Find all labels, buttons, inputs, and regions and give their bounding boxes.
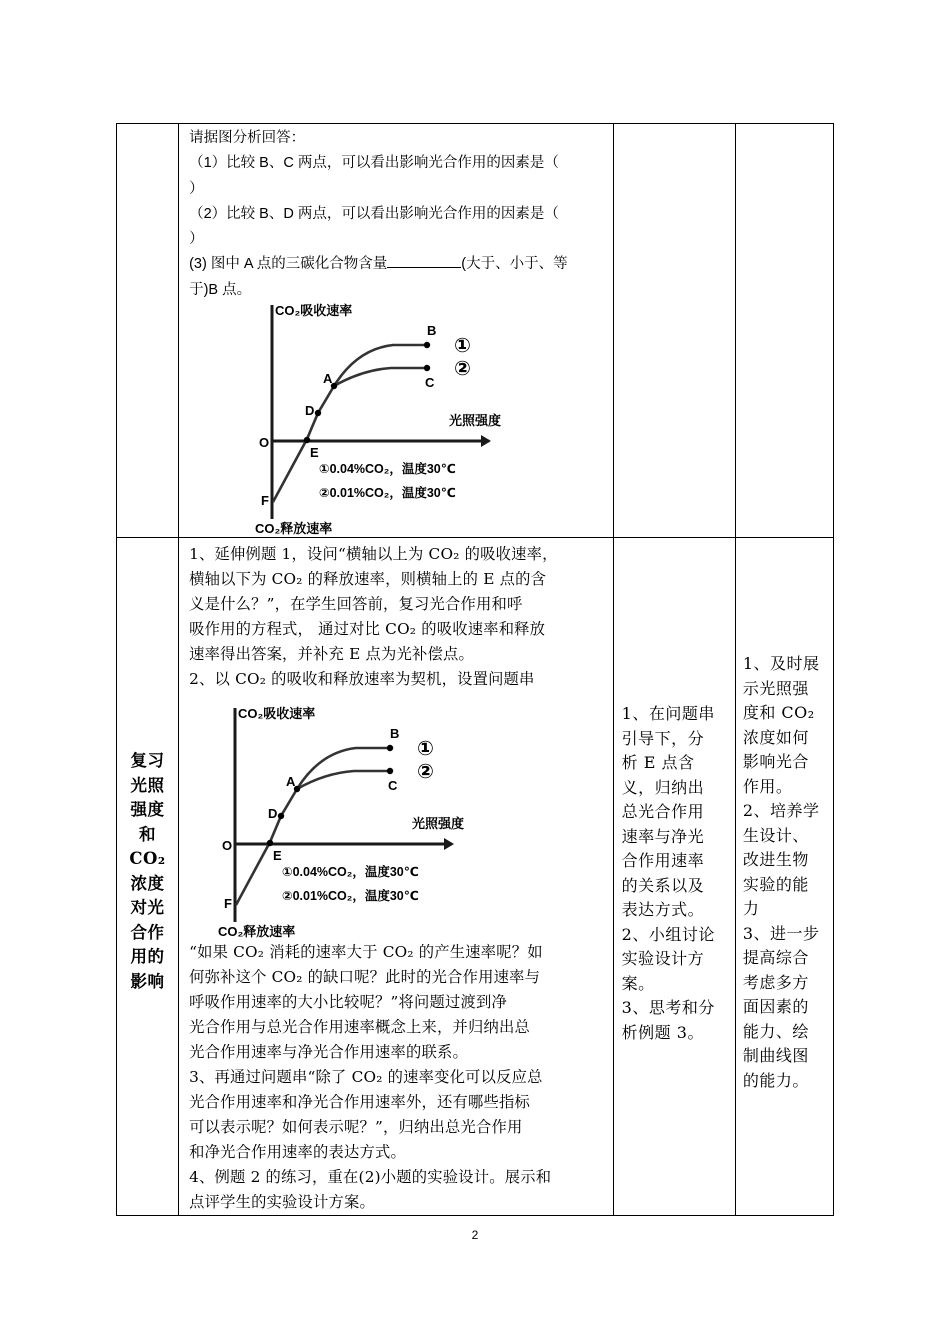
text-line: 面因素的 bbox=[742, 997, 809, 1017]
text-line: 总光合作用 bbox=[621, 802, 705, 822]
topic-line: 影响 bbox=[130, 971, 165, 991]
topic-cell bbox=[117, 538, 179, 1216]
activity-cell bbox=[179, 538, 614, 1216]
text-line: 1、及时展 bbox=[742, 654, 820, 674]
text-line: 实验的能 bbox=[742, 874, 809, 894]
y-axis-top-label: CO₂吸收速率 bbox=[275, 303, 353, 319]
question-text bbox=[179, 124, 613, 303]
text-line: 的能力。 bbox=[742, 1070, 809, 1090]
text-line: 1、延伸例题 1，设问“横轴以上为 CO₂ 的吸收速率， bbox=[189, 545, 558, 564]
text-line: 作用。 bbox=[742, 776, 793, 796]
topic-line: 强度 bbox=[130, 800, 165, 820]
curve-2-marker: ② bbox=[417, 761, 435, 784]
topic-line: 和 bbox=[139, 824, 157, 844]
text-line: 何弥补这个 CO₂ 的缺口呢？此时的光合作用速率与 bbox=[189, 968, 541, 987]
text-line: 光合作用速率与净光合作用速率的联系。 bbox=[189, 1043, 469, 1062]
legend-2: ②0.01%CO₂，温度30℃ bbox=[319, 486, 456, 501]
activity-text-1 bbox=[179, 538, 613, 692]
label-b: B bbox=[427, 323, 437, 339]
text-line: 制曲线图 bbox=[742, 1046, 809, 1066]
text-line: 义，归纳出 bbox=[621, 777, 705, 797]
text-line: 速率与净光 bbox=[621, 826, 705, 846]
y-axis-bottom-label: CO₂释放速率 bbox=[255, 521, 333, 537]
text-line: 4、例题 2 的练习，重在(2)小题的实验设计。展示和 bbox=[189, 1168, 552, 1187]
intro-line: 请据图分析回答： bbox=[189, 130, 306, 146]
text-line: 1、在问题串 bbox=[621, 704, 715, 724]
point-d bbox=[278, 813, 284, 819]
curve-2 bbox=[297, 771, 390, 789]
point-e bbox=[267, 840, 273, 846]
x-axis-label: 光照强度 bbox=[449, 413, 502, 429]
text-line: 可以表示呢？如何表示呢？”，归纳出总光合作用 bbox=[189, 1118, 523, 1137]
activity-text-2 bbox=[179, 940, 613, 1215]
page-number: 2 bbox=[471, 1228, 479, 1242]
student-activity-cell bbox=[613, 538, 735, 1216]
text-line: 光合作用速率和净光合作用速率外，还有哪些指标 bbox=[189, 1093, 531, 1112]
text-line: 示光照强 bbox=[742, 678, 809, 698]
text-line: 义是什么？”，在学生回答前，复习光合作用和呼 bbox=[189, 595, 523, 614]
point-b bbox=[424, 342, 430, 348]
curve-1-marker: ① bbox=[454, 335, 472, 358]
label-f: F bbox=[261, 493, 270, 509]
text-line: 能力、绘 bbox=[742, 1021, 809, 1041]
legend-2: ②0.01%CO₂，温度30℃ bbox=[282, 889, 419, 904]
text-line: 考虑多方 bbox=[742, 972, 809, 992]
point-c bbox=[424, 365, 430, 371]
text-line: 析 E 点含 bbox=[621, 753, 695, 773]
text-line: 度和 CO₂ bbox=[742, 703, 815, 723]
topic-line: 用的 bbox=[130, 947, 165, 967]
text-line: 3、进一步 bbox=[742, 923, 820, 943]
text-line: 改进生物 bbox=[742, 850, 809, 870]
photosynthesis-graph-2 bbox=[179, 700, 609, 940]
point-c bbox=[387, 768, 393, 774]
text-line: 和净光合作用速率的表达方式。 bbox=[189, 1143, 407, 1162]
graph-2-content bbox=[218, 706, 464, 939]
legend-1: ①0.04%CO₂，温度30℃ bbox=[282, 865, 419, 880]
text-line: 横轴以下为 CO₂ 的释放速率，则横轴上的 E 点的含 bbox=[189, 570, 547, 589]
y-axis-bottom-label: CO₂释放速率 bbox=[218, 924, 296, 940]
label-c: C bbox=[388, 778, 398, 794]
legend-1: ①0.04%CO₂，温度30℃ bbox=[319, 462, 456, 477]
label-a: A bbox=[323, 371, 333, 387]
question-1-close: ） bbox=[189, 180, 204, 197]
label-a: A bbox=[286, 774, 296, 790]
student-activity-text bbox=[614, 538, 735, 1045]
question-2-line: （2）比较 B、D 两点，可以看出影响光合作用的因素是（ bbox=[189, 205, 559, 222]
text-line: 速率得出答案，并补充 E 点为光补偿点。 bbox=[189, 645, 475, 664]
graph-1-content bbox=[255, 303, 501, 536]
text-line: 3、再通过问题串“除了 CO₂ 的速率变化可以反应总 bbox=[189, 1068, 543, 1087]
label-b: B bbox=[390, 726, 400, 742]
text-line: 2、培养学 bbox=[742, 801, 820, 821]
text-line: 2、以 CO₂ 的吸收和释放速率为契机，设置问题串 bbox=[189, 670, 535, 689]
question-2-close: ） bbox=[189, 231, 204, 248]
text-line: 影响光合 bbox=[742, 752, 809, 772]
topic-line: 合作 bbox=[130, 922, 165, 942]
topic-text bbox=[117, 538, 178, 994]
text-line: 点评学生的实验设计方案。 bbox=[189, 1193, 376, 1212]
y-axis-top-label: CO₂吸收速率 bbox=[238, 706, 316, 722]
text-line: 案。 bbox=[621, 973, 655, 993]
topic-cell-empty bbox=[117, 124, 179, 538]
text-line: 浓度如何 bbox=[742, 727, 809, 747]
text-line: 的关系以及 bbox=[621, 875, 705, 895]
text-line: 析例题 3。 bbox=[621, 1022, 704, 1042]
text-line: 3、思考和分 bbox=[621, 998, 715, 1018]
text-line: 提高综合 bbox=[742, 948, 809, 968]
text-line: 力 bbox=[742, 899, 760, 919]
intent-cell-empty bbox=[735, 124, 833, 538]
table-row bbox=[117, 538, 834, 1216]
photosynthesis-graph-1 bbox=[179, 297, 609, 537]
topic-line: 复习 bbox=[130, 751, 165, 771]
text-line: 吸作用的方程式， 通过对比 CO₂ 的吸收速率和释放 bbox=[189, 620, 546, 639]
x-axis-arrow bbox=[481, 435, 491, 447]
curve-2-marker: ② bbox=[454, 358, 472, 381]
question-3-options: (大于、小于、等 bbox=[461, 256, 568, 273]
topic-line: 对光 bbox=[130, 898, 165, 918]
topic-line: 浓度 bbox=[130, 873, 165, 893]
question-3-text: (3) 图中 A 点的三碳化合物含量 bbox=[189, 256, 388, 273]
x-axis-arrow bbox=[444, 838, 454, 850]
lesson-table bbox=[116, 123, 834, 1216]
x-axis-label: 光照强度 bbox=[412, 816, 465, 832]
point-b bbox=[387, 745, 393, 751]
question-cell bbox=[179, 124, 614, 538]
text-line: 生设计、 bbox=[742, 825, 809, 845]
label-d: D bbox=[305, 403, 315, 419]
text-line: 合作用速率 bbox=[621, 851, 705, 871]
student-cell-empty bbox=[613, 124, 735, 538]
design-intent-text bbox=[736, 538, 833, 1093]
question-3-line bbox=[189, 252, 607, 277]
origin-label: O bbox=[222, 838, 233, 854]
label-c: C bbox=[425, 375, 435, 391]
answer-blank bbox=[387, 253, 461, 268]
question-3-end: 于)B 点。 bbox=[189, 281, 252, 298]
text-line: 引导下，分 bbox=[621, 728, 705, 748]
text-line: 2、小组讨论 bbox=[621, 924, 715, 944]
curve-2 bbox=[334, 368, 427, 386]
label-e: E bbox=[310, 445, 319, 461]
text-line: “如果 CO₂ 消耗的速率大于 CO₂ 的产生速率呢？如 bbox=[189, 943, 543, 962]
origin-label: O bbox=[259, 435, 270, 451]
topic-line: CO₂ bbox=[129, 849, 166, 869]
label-e: E bbox=[273, 848, 282, 864]
point-e bbox=[304, 437, 310, 443]
point-d bbox=[315, 410, 321, 416]
curve-1-marker: ① bbox=[417, 738, 435, 761]
text-line: 表达方式。 bbox=[621, 900, 705, 920]
text-line: 呼吸作用速率的大小比较呢？”将问题过渡到净 bbox=[189, 993, 508, 1012]
label-f: F bbox=[224, 896, 233, 912]
design-intent-cell bbox=[735, 538, 833, 1216]
label-d: D bbox=[268, 806, 278, 822]
question-1-line: （1）比较 B、C 两点，可以看出影响光合作用的因素是（ bbox=[189, 155, 559, 172]
topic-line: 光照 bbox=[130, 775, 165, 795]
table-row bbox=[117, 124, 834, 538]
text-line: 光合作用与总光合作用速率概念上来，并归纳出总 bbox=[189, 1018, 531, 1037]
text-line: 实验设计方 bbox=[621, 949, 705, 969]
